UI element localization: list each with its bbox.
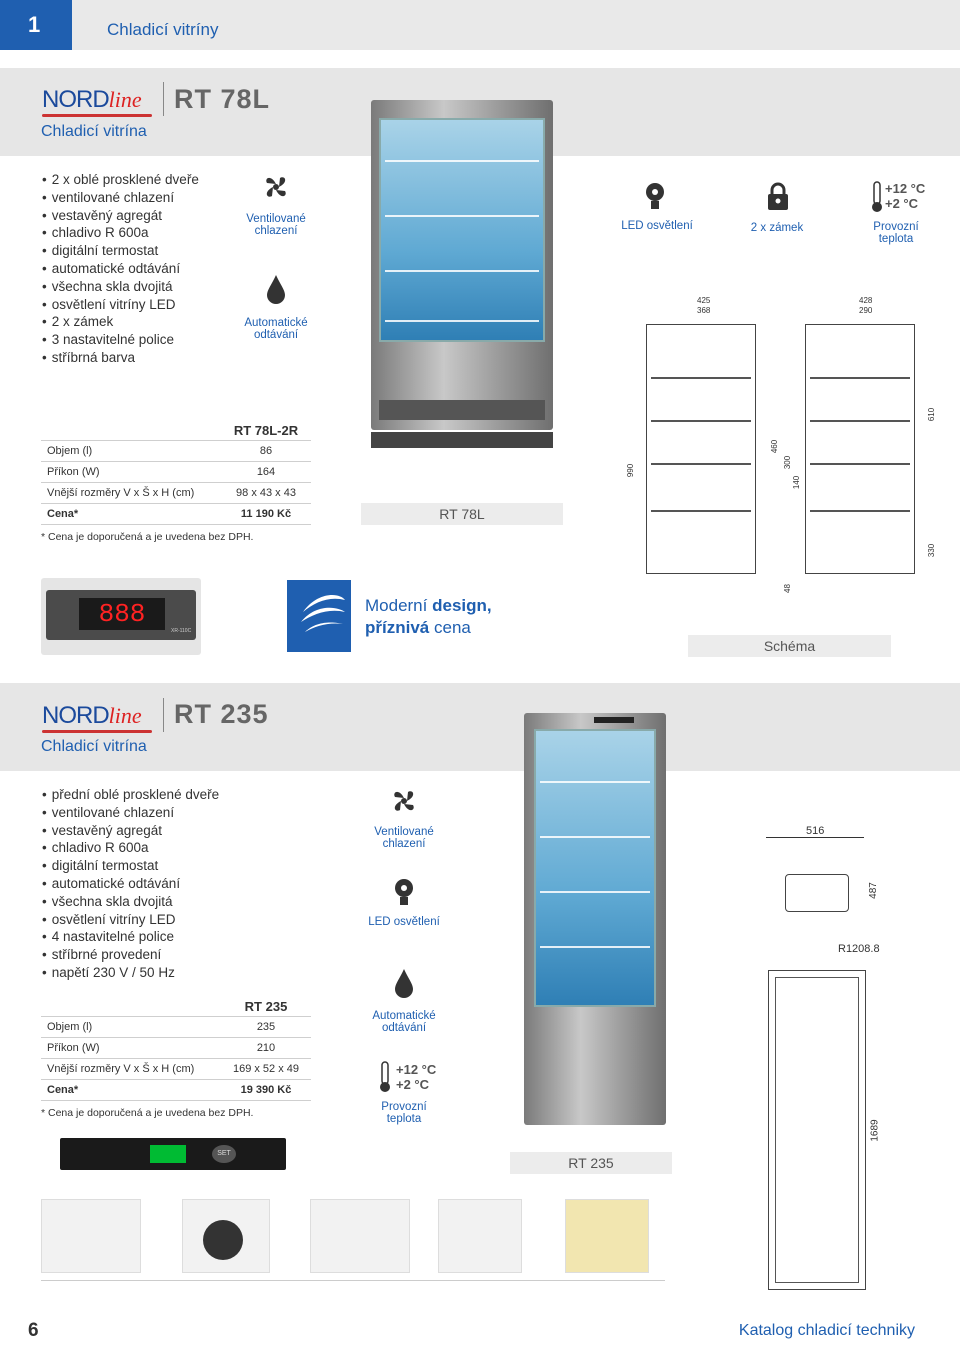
temp-label: Provozní teplota (381, 1101, 427, 1125)
list-item: • 3 nastavitelné police (42, 331, 199, 349)
product2-model: RT 235 (174, 699, 269, 729)
product2-photo (524, 713, 666, 1125)
product1-model: RT 78L (174, 84, 271, 114)
title-divider (163, 698, 164, 732)
product1-feature-list (42, 171, 199, 367)
dim-label: 460 (770, 439, 780, 454)
promo-banner: Moderní design, příznivá cena (287, 580, 536, 652)
dim-label: 330 (927, 543, 937, 558)
swoosh-logo-icon (299, 592, 347, 638)
detail-photo-shelf-rail (310, 1199, 410, 1273)
led-label: LED osvětlení (621, 220, 693, 232)
brand-logo: NORDline (42, 702, 152, 733)
schema-front (768, 970, 866, 1290)
list-item: • vestavěný agregát (42, 822, 219, 840)
list-item: • ventilované chlazení (42, 189, 199, 207)
list-item: • stříbrná barva (42, 349, 199, 367)
table-row: Vnější rozměry V x Š x H (cm) 98 x 43 x 43 (41, 483, 311, 504)
temp-label: Provozní teplota (873, 221, 919, 245)
fan-icon (261, 172, 291, 202)
table-row: Cena* 19 390 Kč (41, 1080, 311, 1101)
dim-label: 610 (927, 407, 937, 422)
dim-label: 140 (792, 475, 802, 490)
thermometer-icon (870, 180, 884, 214)
drop-icon (394, 968, 414, 998)
dim-label: R1208.8 (838, 943, 880, 955)
product2-subtitle: Chladicí vitrína (41, 738, 147, 755)
led-label: LED osvětlení (368, 916, 440, 928)
dim-label: 300 (783, 455, 793, 470)
dim-label: 290 (859, 306, 873, 315)
list-item: • chladivo R 600a (42, 224, 199, 242)
detail-photo-compressor (182, 1199, 270, 1273)
dim-label: 48 (782, 584, 792, 593)
list-item: • osvětlení vitríny LED (42, 296, 199, 314)
thermometer-icon (378, 1060, 392, 1094)
photo-caption: RT 235 (510, 1152, 672, 1174)
schema-side (805, 324, 915, 574)
list-item: • 2 x zámek (42, 313, 199, 331)
photo-caption: RT 78L (361, 503, 563, 525)
detail-photo-interior (565, 1199, 649, 1273)
table-row: Objem (l) 86 (41, 441, 311, 462)
dim-label: 368 (697, 306, 711, 315)
dim-label: 1689 (869, 1119, 881, 1142)
list-item: • všechna skla dvojitá (42, 278, 199, 296)
list-item: • ventilované chlazení (42, 804, 219, 822)
product1-subtitle: Chladicí vitrína (41, 123, 147, 140)
table-row: Příkon (W) 210 (41, 1038, 311, 1059)
schema-caption: Schéma (688, 635, 891, 657)
dim-label: 516 (806, 825, 825, 837)
table-row: Cena* 11 190 Kč (41, 504, 311, 525)
list-item: • přední oblé prosklené dveře (42, 786, 219, 804)
list-item: • všechna skla dvojitá (42, 893, 219, 911)
fan-label: Ventilované chlazení (246, 213, 306, 237)
list-item: • napětí 230 V / 50 Hz (42, 964, 219, 982)
list-item: • digitální termostat (42, 242, 199, 260)
list-item: • vestavěný agregát (42, 207, 199, 225)
product2-spec-table (41, 996, 311, 1101)
dim-label: 487 (867, 882, 879, 899)
lock-icon (766, 182, 790, 212)
controller-photo: 888 XR-110C (41, 578, 201, 655)
dim-label: 990 (626, 463, 636, 478)
list-item: • chladivo R 600a (42, 839, 219, 857)
led-bulb-icon (393, 878, 415, 908)
dim-label: 428 (859, 296, 873, 305)
list-item: • automatické odtávání (42, 260, 199, 278)
price-note: * Cena je doporučená a je uvedena bez DPH. (41, 531, 254, 543)
control-panel-photo: SET (60, 1138, 286, 1170)
brand-logo: NORDline (42, 86, 152, 117)
spec-header: RT 235 (244, 998, 288, 1014)
detail-photo-glass (438, 1199, 522, 1273)
detail-photo-shelves (41, 1199, 141, 1273)
title-divider (163, 82, 164, 116)
led-bulb-icon (644, 182, 666, 212)
list-item: • automatické odtávání (42, 875, 219, 893)
list-item: • osvětlení vitríny LED (42, 911, 219, 929)
fan-icon (389, 786, 419, 816)
drop-label: Automatické odtávání (244, 317, 308, 341)
product1-spec-table (41, 420, 311, 525)
list-item: • 4 nastavitelné police (42, 928, 219, 946)
dim-line (766, 837, 864, 838)
schema-front (646, 324, 756, 574)
page-number: 6 (28, 1320, 39, 1341)
table-row: Objem (l) 235 (41, 1017, 311, 1038)
list-item: • 2 x oblé prosklené dveře (42, 171, 199, 189)
drop-icon (266, 274, 286, 304)
lock-label: 2 x zámek (750, 222, 804, 234)
product1-photo (371, 100, 553, 430)
product1-base (371, 432, 553, 448)
list-item: • digitální termostat (42, 857, 219, 875)
divider (41, 1280, 665, 1281)
price-note: * Cena je doporučená a je uvedena bez DPH. (41, 1107, 254, 1119)
spec-header: RT 78L-2R (233, 422, 299, 438)
chapter-badge: 1 (0, 0, 72, 50)
drop-label: Automatické odtávání (372, 1010, 436, 1034)
temp-range: +12 °C +2 °C (885, 181, 926, 211)
section-title: Chladicí vitríny (107, 20, 219, 39)
product2-feature-list (42, 786, 219, 982)
table-row: Vnější rozměry V x Š x H (cm) 169 x 52 x 49 (41, 1059, 311, 1080)
list-item: • stříbrné provedení (42, 946, 219, 964)
catalog-title: Katalog chladicí techniky (738, 1322, 915, 1339)
fan-label: Ventilované chlazení (374, 826, 434, 850)
schema-top-view (785, 874, 849, 912)
temp-range: +12 °C +2 °C (396, 1062, 437, 1092)
table-row: Příkon (W) 164 (41, 462, 311, 483)
dim-label: 425 (697, 296, 711, 305)
